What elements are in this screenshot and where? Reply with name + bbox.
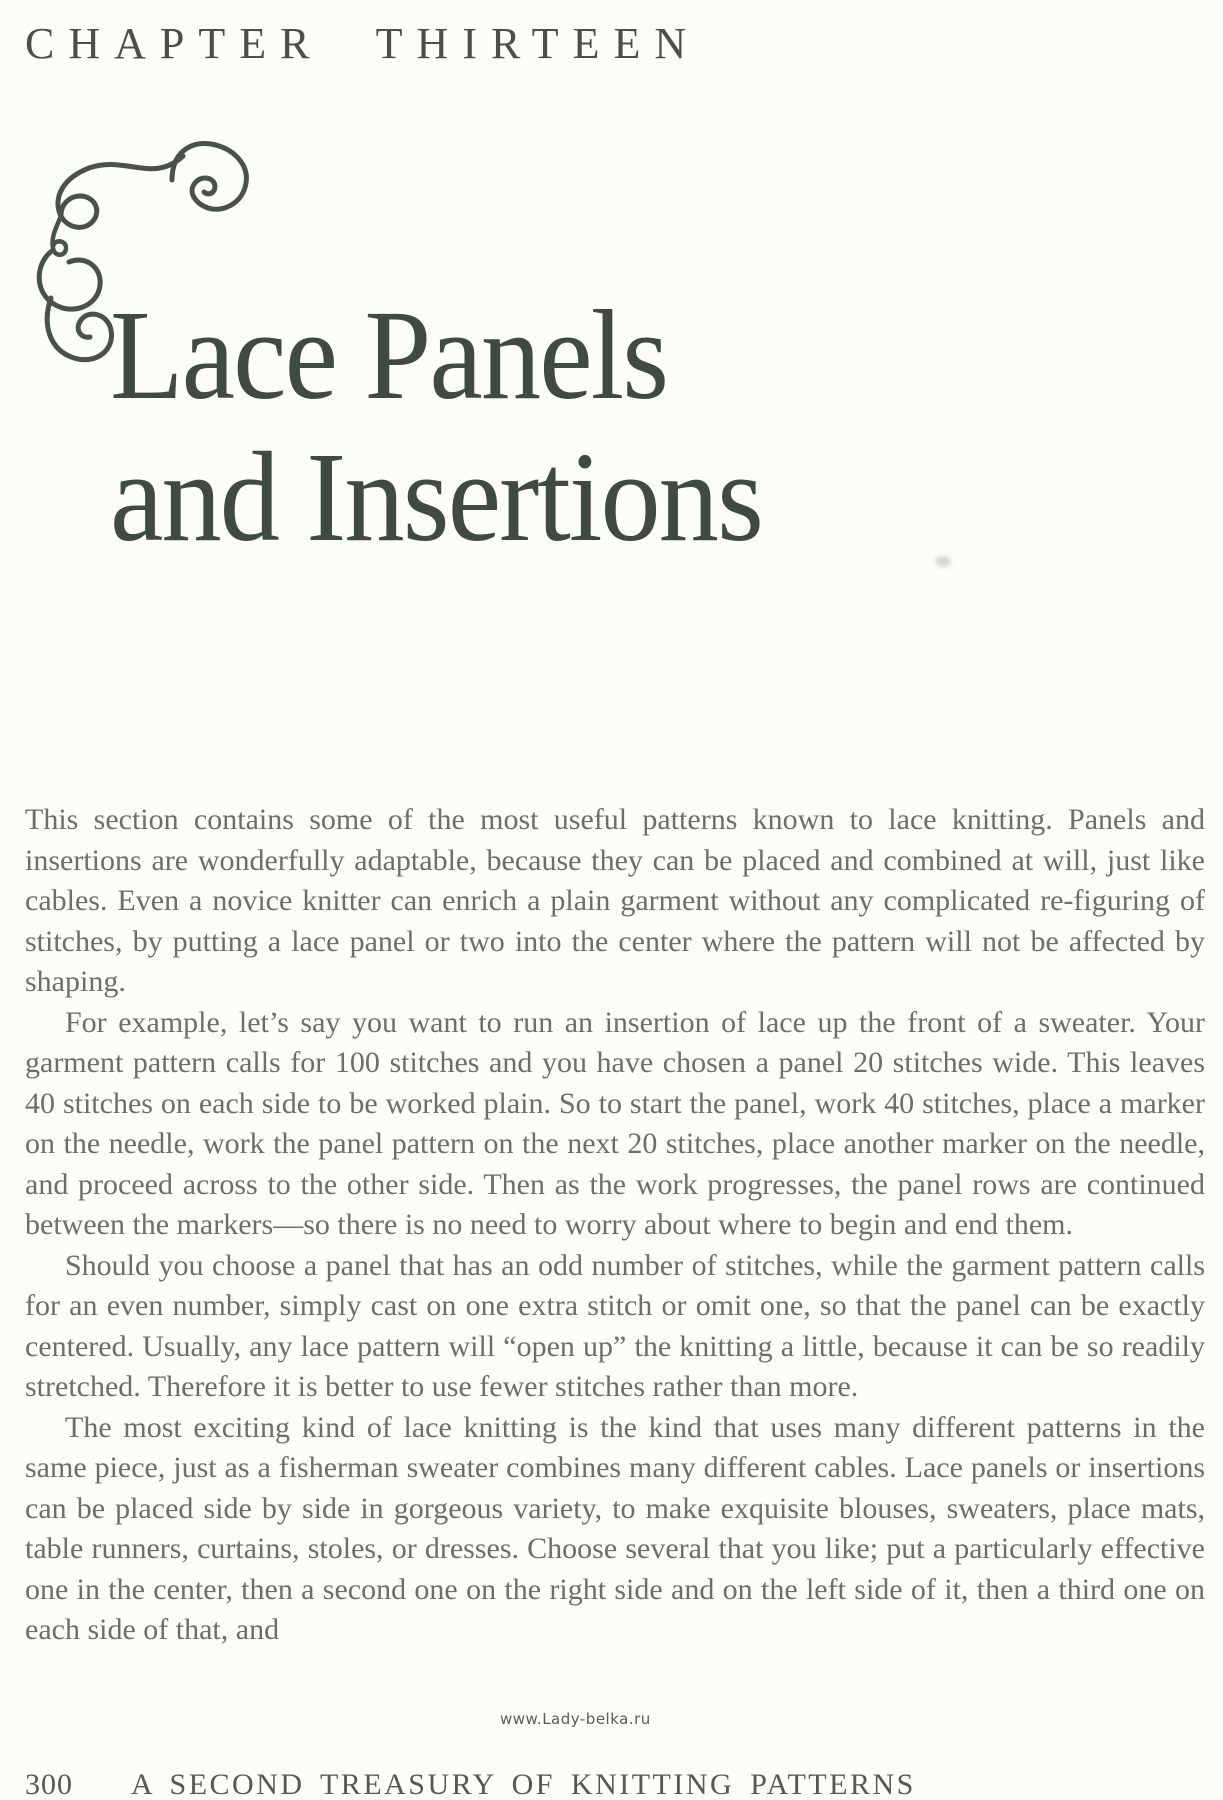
scan-artifact-dot	[935, 556, 951, 567]
paragraph-2: For example, let’s say you want to run an insertion of lace up the front of a sweater. Your garment pattern calls for 100 stitches and you have chosen a panel 20 stitches wide. This leaves 40 stitches on each side to be worked plain. So to start the panel, work 40 stitches, place a marker on the needle, work the panel pattern on the next 20 stitches, place another marker on the needle, and proceed across to the other side. Then as the work progresses, the panel rows are continued between the markers—so there is no need to worry about where to begin and end them.	[25, 1005, 1205, 1241]
paragraph-1: This section contains some of the most useful patterns known to lace knitting. Panels and insertions are wonderfully adaptable, because they can be placed and combined at will, just like cables. Even a novice knitter can enrich a plain garment without any complicated re-figuring of stitches, by putting a lace panel or two into the center where the pattern will not be affected by shaping.	[25, 803, 1205, 998]
watermark-url: www.Lady-belka.ru	[500, 1710, 651, 1728]
chapter-title-line1: Lace Panels	[110, 284, 668, 426]
paragraph-3: Should you choose a panel that has an odd number of stitches, while the garment pattern calls for an even number, simply cast on one extra stitch or omit one, so that the panel can be exactly centered. Usually, any lace pattern will “open up” the knitting a little, because it can be so readily stretched. Therefore it is better to use fewer stitches rather than more.	[25, 1248, 1205, 1403]
body-text-block	[25, 800, 1205, 1651]
book-title: A SECOND TREASURY OF KNITTING PATTERNS	[131, 1768, 916, 1800]
page-footer	[25, 1768, 916, 1800]
paragraph-4: The most exciting kind of lace knitting is the kind that uses many different patterns in the same piece, just as a fisherman sweater combines many different cables. Lace panels or insertions can be placed side by side in gorgeous variety, to make exquisite blouses, sweaters, place mats, table runners, curtains, stoles, or dresses. Choose several that you like; put a particularly effective one in the center, then a second one on the right side and on the left side of it, then a third one on each side of that, and	[25, 1410, 1205, 1646]
page-number: 300	[25, 1768, 73, 1800]
chapter-label: CHAPTER THIRTEEN	[25, 19, 701, 68]
chapter-title-line2: and Insertions	[110, 426, 763, 568]
chapter-title	[110, 284, 762, 568]
